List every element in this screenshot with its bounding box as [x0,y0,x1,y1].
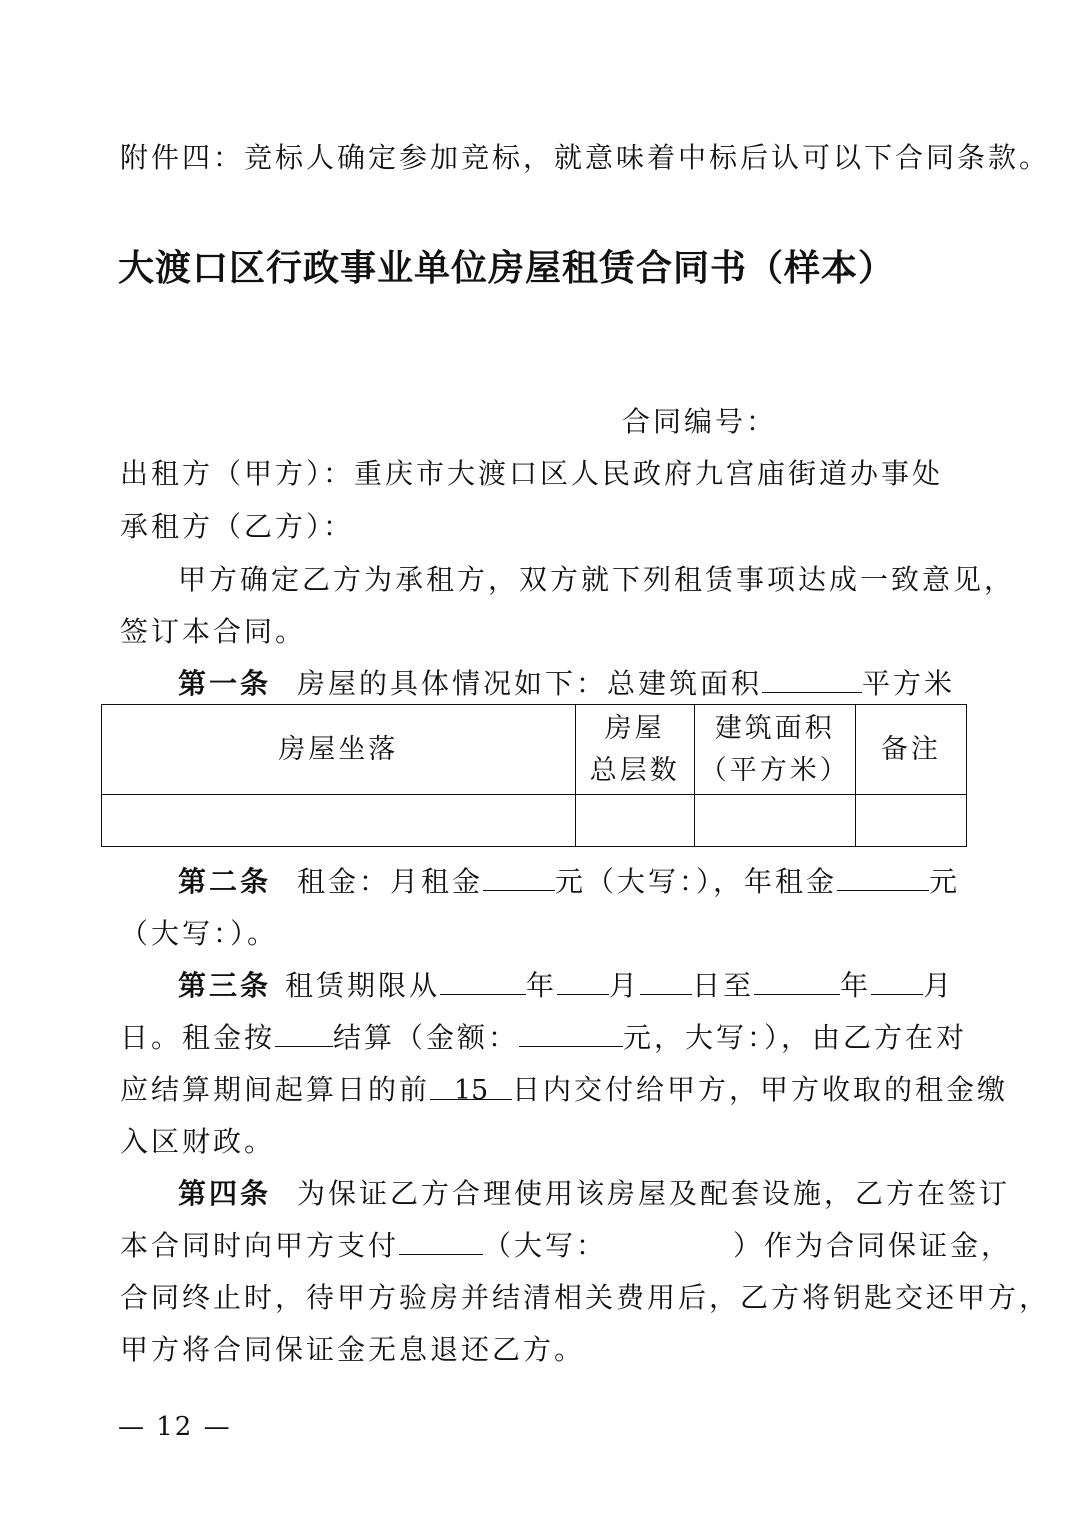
article-1-text: 房屋的具体情况如下：总建筑面积 [297,667,763,700]
header-remarks [855,705,966,795]
article-3-text-4: 元，大写：），由乙方在对 [623,1021,968,1054]
article-3-text-3: 结算（金额： [333,1021,520,1054]
article-2-text-1: 租金：月租金 [297,865,484,898]
article-3-text-1: 租赁期限从 [285,969,441,1002]
article-2-line-2: （大写：）。 [120,917,279,950]
header-remarks-text: 备注 [880,733,941,765]
article-3-text-2: 日。租金按 [120,1021,276,1054]
contract-number-label: 合同编号： [622,405,778,438]
lessor-line: 出租方（甲方）：重庆市大渡口区人民政府九宫庙街道办事处 [120,457,944,490]
header-area-text: 建筑面积 （平方米） [699,712,850,786]
article-4-line-2 [120,1220,1012,1272]
start-day-blank [640,960,692,995]
settlement-period-blank [275,1012,333,1047]
end-month-blank [871,960,923,995]
intro-line-1: 甲方确定乙方为承租方，双方就下列租赁事项达成一致意见， [178,563,1016,596]
article-4-line-4: 甲方将合同保证金无息退还乙方。 [120,1333,586,1366]
article-2 [178,856,960,908]
document-title: 大渡口区行政事业单位房屋租赁合同书（样本） [118,248,896,289]
article-4-text-4: ）作为合同保证金， [733,1229,1013,1262]
start-month-label: 月 [609,969,641,1002]
article-4-heading: 第四条 [178,1177,272,1210]
house-info-table [101,704,967,847]
article-4 [178,1168,1010,1220]
start-day-label: 日至 [692,969,755,1002]
header-area [694,705,855,795]
article-4-text-3: （大写： [483,1229,608,1262]
cell-remarks [855,795,966,847]
article-2-text-2: 元（大写：），年租金 [555,865,838,898]
cell-area [694,795,855,847]
page-number: — 12 — [118,1412,232,1442]
article-3-text-6: 日内交付给甲方，甲方收取的租金缴 [512,1073,1009,1106]
article-2-text-3: 元 [929,865,961,898]
settlement-amount-blank [519,1012,623,1047]
end-year-label: 年 [840,969,872,1002]
cell-location [102,795,576,847]
total-area-blank [762,658,862,693]
header-floors [575,705,694,795]
header-floors-text: 房屋 总层数 [589,712,680,786]
table-row [102,795,967,847]
monthly-rent-blank [483,856,555,891]
article-3-heading: 第三条 [178,969,272,1002]
start-month-blank [557,960,609,995]
article-4-text-2: 本合同时向甲方支付 [120,1229,400,1262]
article-1-unit: 平方米 [862,667,956,700]
intro-line-2: 签订本合同。 [120,615,307,648]
article-3-line-2 [120,1012,967,1064]
table-header-row [102,705,967,795]
article-3-text-5: 应结算期间起算日的前 [120,1073,431,1106]
header-location [102,705,576,795]
article-2-heading: 第二条 [178,865,272,898]
start-year-label: 年 [526,969,558,1002]
header-location-text: 房屋坐落 [278,733,399,765]
article-4-text-1: 为保证乙方合理使用该房屋及配套设施，乙方在签订 [297,1177,1011,1210]
end-month-label: 月 [923,969,955,1002]
cell-floors [575,795,694,847]
end-year-blank [754,960,840,995]
annual-rent-blank [837,856,929,891]
article-1 [178,658,955,710]
start-year-blank [440,960,526,995]
article-3-line-3 [120,1064,1008,1116]
article-4-line-3: 合同终止时，待甲方验房并结清相关费用后，乙方将钥匙交还甲方， [120,1281,1051,1314]
deposit-amount-blank [399,1220,483,1255]
payment-days-value: 15 [430,1065,512,1100]
article-3 [178,960,954,1012]
lessee-line: 承租方（乙方）： [120,510,355,543]
article-1-heading: 第一条 [178,667,272,700]
article-3-line-4: 入区财政。 [120,1125,276,1158]
annex-note: 附件四：竞标人确定参加竞标，就意味着中标后认可以下合同条款。 [120,141,1051,174]
